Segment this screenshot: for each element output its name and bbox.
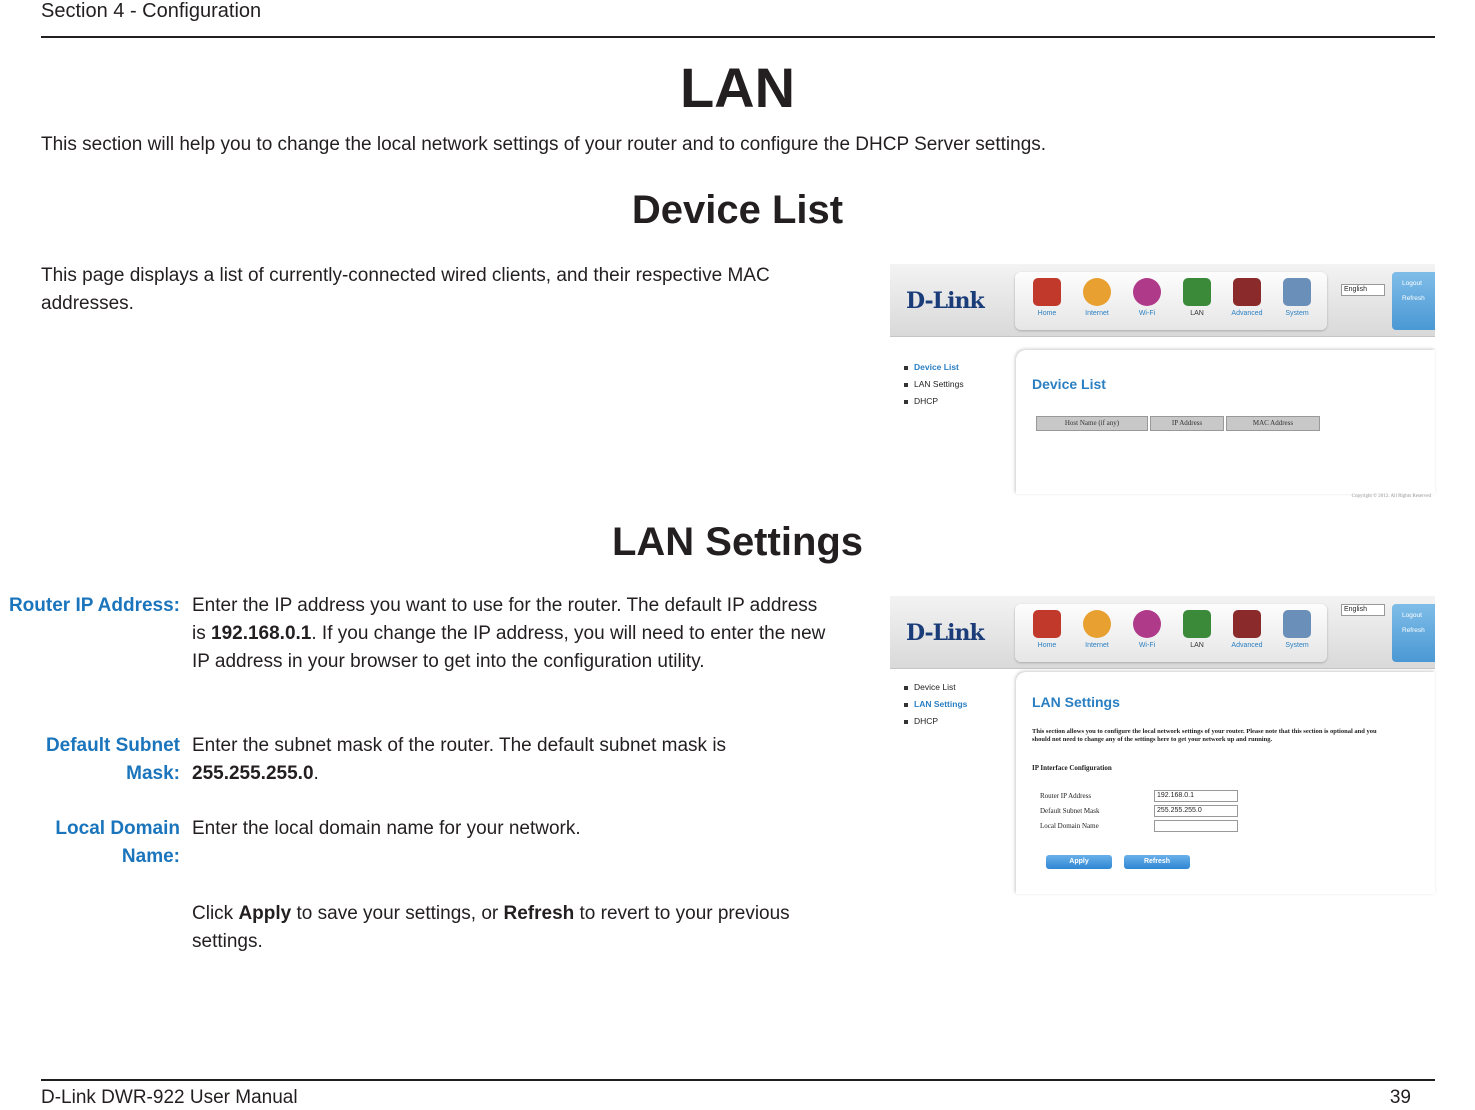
sidebar-item-dhcp[interactable]: DHCP (904, 716, 967, 726)
account-box (1392, 604, 1435, 662)
content-panel (1016, 672, 1435, 894)
nav-wifi[interactable]: Wi-Fi (1125, 278, 1169, 317)
home-icon (1033, 610, 1061, 638)
home-icon (1033, 278, 1061, 306)
nav-lan[interactable]: LAN (1175, 278, 1219, 317)
nav-home[interactable]: Home (1025, 278, 1069, 317)
col-host-name: Host Name (if any) (1036, 416, 1148, 431)
language-select[interactable]: English (1341, 604, 1385, 616)
tools-icon (1233, 610, 1261, 638)
globe-icon (1083, 278, 1111, 306)
lan-settings-heading: LAN Settings (611, 520, 864, 564)
sidebar-item-lan-settings[interactable]: LAN Settings (904, 379, 964, 389)
refresh-link[interactable]: Refresh (1402, 627, 1425, 634)
nav-advanced[interactable]: Advanced (1225, 610, 1269, 649)
page-intro: This section will help you to change the local network settings of your router and to configure the DHCP Server settings. (41, 134, 1047, 155)
apply-button[interactable]: Apply (1046, 855, 1112, 869)
nav-advanced[interactable]: Advanced (1225, 278, 1269, 317)
domain-name-input[interactable] (1154, 820, 1238, 832)
section-label: Section 4 - Configuration (41, 0, 262, 22)
lan-description: This section allows you to configure the local network settings of your router. Please note that this section is optional and you should not need to change any of the settings here to get your network up and running. (1032, 728, 1377, 743)
language-select[interactable]: English (1341, 284, 1385, 296)
account-box (1392, 272, 1435, 330)
nav-system[interactable]: System (1275, 610, 1319, 649)
ip-config-heading: IP Interface Configuration (1032, 764, 1112, 772)
page-number: 39 (1389, 1087, 1411, 1108)
term-domain: Local Domain Name: (55, 818, 180, 867)
logout-link[interactable]: Logout (1402, 612, 1422, 619)
nav-wifi[interactable]: Wi-Fi (1125, 610, 1169, 649)
lan-icon (1183, 278, 1211, 306)
sidebar-item-lan-settings[interactable]: LAN Settings (904, 699, 967, 709)
label-domain-name: Local Domain Name (1040, 822, 1099, 830)
refresh-link[interactable]: Refresh (1402, 295, 1425, 302)
sidebar-item-dhcp[interactable]: DHCP (904, 396, 964, 406)
footer-rule (41, 1079, 1435, 1081)
sidebar-item-device-list[interactable]: Device List (904, 362, 964, 372)
sidebar-item-device-list[interactable]: Device List (904, 682, 967, 692)
apply-note: Click Apply to save your settings, or Refresh to revert to your previous settings. (192, 903, 790, 952)
content-panel (1016, 350, 1435, 499)
globe-icon (1083, 610, 1111, 638)
router-topbar (890, 596, 1435, 669)
col-ip-address: IP Address (1150, 416, 1224, 431)
label-subnet-mask: Default Subnet Mask (1040, 807, 1100, 815)
dlink-logo: D-Link (906, 288, 984, 314)
term-subnet: Default Subnet Mask: (45, 735, 180, 784)
monitor-icon (1283, 278, 1311, 306)
sidebar (904, 362, 964, 413)
wifi-icon (1133, 278, 1161, 306)
wifi-icon (1133, 610, 1161, 638)
router-topbar (890, 264, 1435, 337)
desc-router-ip: Enter the IP address you want to use for the router. The default IP address is 192.168.0.1. If you change the IP address, you will need to enter the new IP address in your browser to get into the configuration utility. (192, 595, 826, 672)
monitor-icon (1283, 610, 1311, 638)
nav-internet[interactable]: Internet (1075, 610, 1119, 649)
nav-home[interactable]: Home (1025, 610, 1069, 649)
lan-icon (1183, 610, 1211, 638)
nav-internet[interactable]: Internet (1075, 278, 1119, 317)
term-router-ip: Router IP Address: (8, 595, 180, 616)
desc-subnet: Enter the subnet mask of the router. The default subnet mask is 255.255.255.0. (192, 735, 727, 784)
device-list-text: This page displays a list of currently-connected wired clients, and their respective MAC addresses. (41, 265, 770, 314)
dlink-logo: D-Link (906, 620, 984, 646)
nav-bar (1015, 272, 1327, 330)
col-mac-address: MAC Address (1226, 416, 1320, 431)
desc-domain: Enter the local domain name for your network. (192, 818, 581, 839)
refresh-button[interactable]: Refresh (1124, 855, 1190, 869)
content-title: LAN Settings (1032, 694, 1120, 710)
device-list-screenshot (890, 264, 1435, 499)
label-router-ip: Router IP Address (1040, 792, 1092, 800)
nav-bar (1015, 604, 1327, 662)
sidebar (904, 682, 967, 733)
router-ip-input[interactable]: 192.168.0.1 (1154, 790, 1238, 802)
footer-manual: D-Link DWR-922 User Manual (41, 1087, 298, 1108)
header-rule (41, 36, 1435, 38)
subnet-mask-input[interactable]: 255.255.255.0 (1154, 805, 1238, 817)
page-title: LAN (679, 56, 796, 119)
content-title: Device List (1032, 376, 1106, 392)
tools-icon (1233, 278, 1261, 306)
lan-settings-screenshot (890, 596, 1435, 894)
copyright: Copyright © 2012. All Rights Reserved (1351, 494, 1431, 499)
nav-lan[interactable]: LAN (1175, 610, 1219, 649)
nav-system[interactable]: System (1275, 278, 1319, 317)
logout-link[interactable]: Logout (1402, 280, 1422, 287)
device-list-heading: Device List (631, 188, 844, 232)
